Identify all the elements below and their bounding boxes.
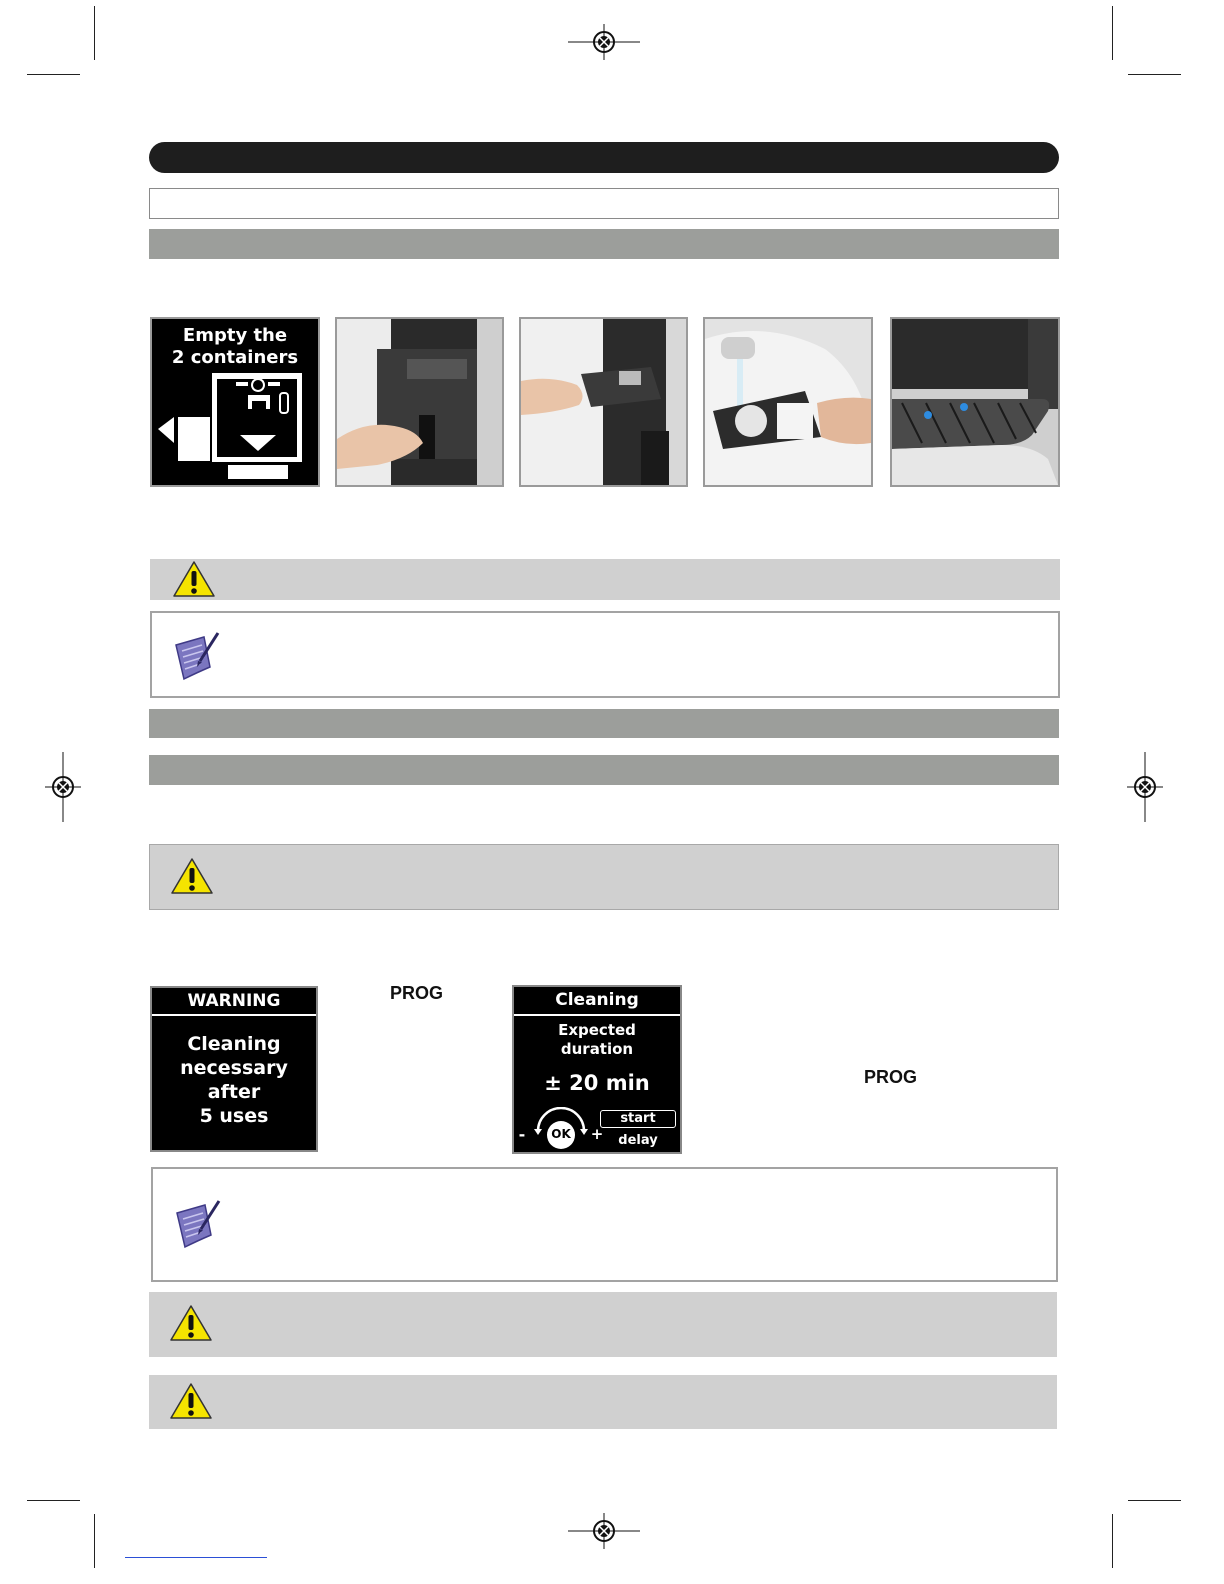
pull-container-photo	[519, 317, 688, 487]
note-box	[150, 611, 1060, 698]
screen-header: Cleaning	[514, 987, 680, 1016]
drip-tray-photo	[890, 317, 1060, 487]
registration-mark-icon	[1127, 752, 1163, 822]
duration-caption	[514, 1021, 680, 1059]
warning-bar	[149, 844, 1059, 910]
crop-mark	[94, 1514, 95, 1568]
footer-link-underline	[125, 1557, 267, 1558]
warning-triangle-icon	[169, 1382, 213, 1420]
machine-diagram-icon	[152, 371, 318, 485]
delay-option: delay	[618, 1133, 658, 1148]
note-pen-icon	[170, 631, 226, 683]
rinse-container-photo	[703, 317, 873, 487]
photo-illustration	[337, 319, 502, 485]
caption-line: duration	[560, 1040, 634, 1058]
note-pen-icon	[171, 1199, 227, 1251]
screen-message	[152, 1032, 316, 1128]
section-heading-bar	[149, 709, 1059, 738]
photo-illustration	[521, 319, 686, 485]
photo-illustration	[705, 319, 871, 485]
message-line: 5 uses	[199, 1105, 269, 1127]
prog-button-label: PROG	[864, 1067, 918, 1087]
message-line: after	[207, 1081, 261, 1103]
section-title-bar	[149, 142, 1059, 173]
caption-line: Expected	[558, 1021, 636, 1039]
label-line: 2 containers	[171, 347, 299, 368]
crop-mark	[27, 74, 80, 75]
warning-triangle-icon	[172, 560, 216, 598]
section-heading-bar	[149, 755, 1059, 785]
illustration-label	[152, 325, 318, 369]
start-option: start	[600, 1110, 676, 1128]
warning-triangle-icon	[170, 857, 214, 895]
plus-label: +	[590, 1125, 604, 1143]
warning-screen	[150, 986, 318, 1152]
warning-bar	[150, 559, 1060, 600]
crop-mark	[1128, 1500, 1181, 1501]
registration-mark-icon	[568, 1513, 640, 1549]
photo-illustration	[892, 319, 1058, 485]
registration-mark-icon	[45, 752, 81, 822]
remove-container-photo	[335, 317, 504, 487]
cleaning-screen	[512, 985, 682, 1154]
crop-mark	[1112, 1514, 1113, 1568]
empty-containers-illustration	[150, 317, 320, 487]
message-line: necessary	[180, 1057, 288, 1079]
duration-value: ± 20 min	[544, 1071, 650, 1095]
crop-mark	[1128, 74, 1181, 75]
note-box	[151, 1167, 1058, 1282]
subtitle-box	[149, 188, 1059, 219]
label-line: Empty the	[182, 325, 288, 346]
registration-mark-icon	[568, 24, 640, 60]
message-line: Cleaning	[187, 1033, 281, 1055]
ok-label: OK	[551, 1127, 571, 1141]
warning-triangle-icon	[169, 1304, 213, 1342]
prog-button-label: PROG	[390, 983, 444, 1003]
minus-label: -	[518, 1125, 526, 1144]
warning-bar	[149, 1375, 1057, 1429]
crop-mark	[1112, 6, 1113, 60]
crop-mark	[27, 1500, 80, 1501]
warning-bar	[149, 1292, 1057, 1357]
screen-header: WARNING	[152, 988, 316, 1016]
crop-mark	[94, 6, 95, 60]
section-heading-bar	[149, 229, 1059, 259]
